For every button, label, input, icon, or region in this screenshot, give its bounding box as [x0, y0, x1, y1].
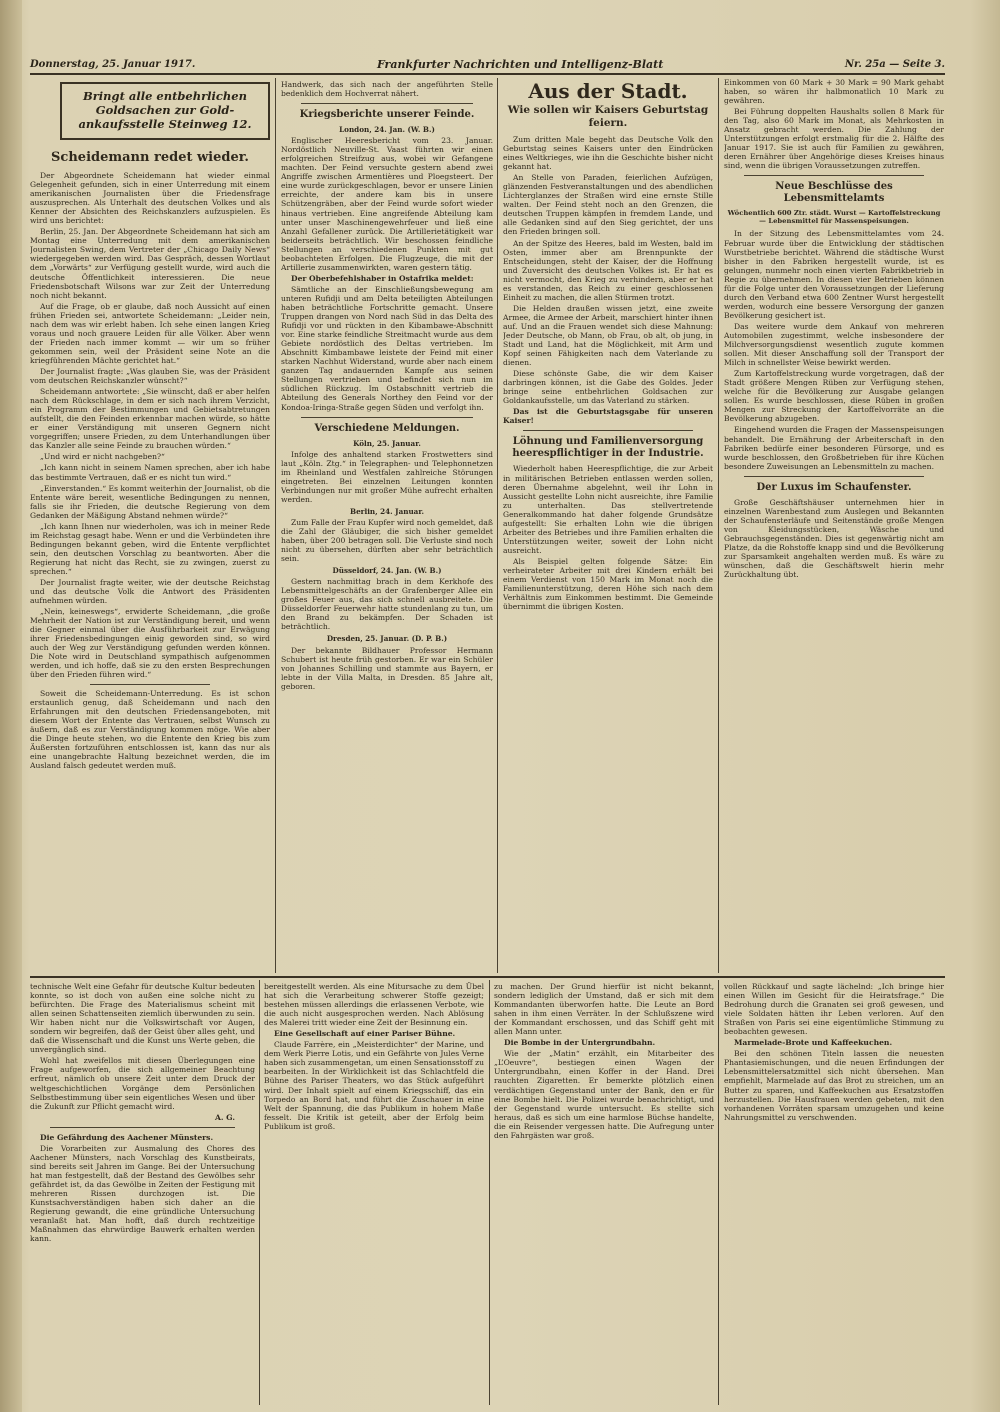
masthead-date: Donnerstag, 25. Januar 1917. [30, 58, 196, 70]
paragraph: Handwerk, das sich nach der angeführten Stelle bedenklich dem Hochverrat nähert. [281, 80, 493, 99]
paragraph: Scheidemann antwortete: „Sie wünscht, daß er aber helfen nach dem Rückschlage, in dem er sich nach ihrem Verzicht, ein Programm der Bestimmungen und Gebietsabtretungen aufstellt, die den Feinden erkennbar machen würde, so hätte er einer Verständigung mit unseren Gegnern nicht vorgegriffen; unsere Frieden, zu dem Unterhandlungen über das Kanzler alle seine Feinde zu brauchen würden.“ [30, 387, 270, 451]
paragraph: „Einverstanden.“ Es kommt weiterhin der Journalist, ob die Entente wäre bereit, wesentliche Bedingungen zu nennen, falls sie ihr Frieden, die deutsche Regierung von dem Gedanken der Mäßigung Abstand nehmen würde?“ [30, 483, 270, 520]
separator [744, 175, 924, 176]
masthead [30, 56, 945, 72]
column-3 [503, 78, 713, 972]
paragraph: Berlin, 25. Jan. Der Abgeordnete Scheidemann hat sich am Montag eine Unterredung mit dem amerikanischen Journalisten Swing, dem Vertreter der „Chicago Daily News“ wiedergegeben werden wird. Das Gespräch, dessen Wortlaut dem „Vorwärts“ zur Verfügung gestellt wurde, wird auch die deutsche Öffentlichkeit interessieren. Die neue Friedensbotschaft Wilsons war zur Zeit der Unterredung noch nicht bekannt. [30, 227, 270, 300]
paragraph: Auf die Frage, ob er glaube, daß noch Aussicht auf einen frühen Frieden sei, antwortete Scheidemann: „Leider nein, nach dem was wir erlebt haben. Ich sehe einen langen Krieg voraus und noch grauere Leiden für alle Völker. Aber wenn der Frieden nach immer kommt — wir um so früher gekommen sein, weil der Präsident seine Note an die kriegführenden Mächte gerichtet hat.“ [30, 301, 270, 365]
separator [301, 103, 473, 104]
paragraph [264, 1029, 484, 1038]
bottom-column-1 [30, 982, 255, 1402]
bottom-column-4 [724, 982, 944, 1402]
separator [50, 1127, 235, 1128]
paragraph: Die Vorarbeiten zur Ausmalung des Chores des Aachener Münsters, nach Vorschlag des Kunstbeirats, sind bereits seit Jahren im Gange. Bei der Untersuchung hat man festgestellt, daß der Bestand des Gewölbes sehr gefährdet ist, da das Gewölbe in Zeiten der Festigung mit mehreren Rissen durchzogen ist. Die Kunstsachverständigen haben sich daher an die Regierung gewandt, die eine gründliche Untersuchung veranlaßt hat. Man hofft, daß durch rechtzeitige Maßnahmen das ehrwürdige Bauwerk erhalten werden kann. [30, 1143, 255, 1244]
column-rule [489, 980, 490, 1405]
paragraph: Große Geschäftshäuser unternehmen hier in einzelnen Warenbestand zum Auslegen und Bekannten der Schaufensterläufe und Seitenstände große Mengen von Kleidungsstücken, Wäsche und Gebrauchsgegenständen. Dies ist gegenwärtig nicht am Platze, da die Rohstoffe knapp sind und die Bevölkerung zur Sparsamkeit angehalten werden muß. Es wäre zu wünschen, daß die Geschäftswelt hierin mehr Zurückhaltung übt. [724, 497, 944, 580]
paragraph: Als Beispiel gelten folgende Sätze: Ein verheirateter Arbeiter mit drei Kindern erhält bei einem Verdienst von 150 Mark im Monat noch die Familienunterstützung, deren Höhe sich nach dem Verhältnis zum Einkommen bestimmt. Die Gemeinde übernimmt die übrigen Kosten. [503, 556, 713, 612]
ad-line: Bringt alle entbehrlichen [83, 89, 247, 103]
paragraph: Das weitere wurde dem Ankauf von mehreren Automobilen zugestimmt, welche insbesondere der Milchversorgungsdienst wesentlich zugute kommen sollen. Mit dieser Anschaffung soll der Transport der Milch in schnellster Weise bewirkt werden. [724, 321, 944, 368]
masthead-page-number: Nr. 25a — Seite 3. [844, 58, 945, 70]
dateline: Köln, 25. Januar. [353, 438, 421, 448]
paragraph: Die Helden draußen wissen jetzt, eine zweite Armee, die Armee der Arbeit, marschiert hinter ihnen auf. Und an die Frauen wendet sich diese Mahnung: Jeder Deutsche, ob Mann, ob Frau, ob alt, ob jung, in Stadt und Land, hat die Möglichkeit, mit Arm und Kopf seinen Fähigkeiten nach dem Vaterlande zu dienen. [503, 303, 713, 368]
paragraph: Soweit die Scheidemann-Unterredung. Es ist schon erstaunlich genug, daß Scheidemann und nach den Erfahrungen mit den deutschen Friedensangeboten, mit diesem Wort der Entente das Vertrauen, selbst Wunsch zu äußern, daß es zur Verständigung kommen möge. Wie aber die Dinge heute stehen, wo die Entente den Krieg bis zum Äußersten fortzuführen entschlossen ist, kann das nur als eine unangebrachte Haltung bezeichnet werden, die im Ausland falsch gedeutet werden muß. [30, 688, 270, 770]
column-rule [718, 980, 719, 1405]
paragraph: Der Journalist fragte: „Was glauben Sie, was der Präsident vom deutschen Reichskanzler wünscht?“ [30, 366, 270, 386]
dateline: Berlin, 24. Januar. [350, 506, 424, 516]
paragraph: Der Abgeordnete Scheidemann hat wieder einmal Gelegenheit gefunden, sich in einer Unterredung mit einem amerikanischen Journalisten über die Friedensfrage auszusprechen. Als Unterhalt des deutschen Volkes und als Kenner der Absichten des Reichskanzlers aufzuspielen. Es wird uns berichtet: [30, 171, 270, 226]
paragraph: Bei Führung doppelten Haushalts sollen 8 Mark für den Tag, also 60 Mark im Monat, als Mehrkosten in Ansatz gebracht werden. Die Zahlung der Unterstützungen erfolgt erstmalig für die 2. Hälfte des Januar 1917. Sie ist auch für Familien zu gewähren, deren Ernährer über Angehörige dieses Kreises hinaus sind, wenn die übrigen Voraussetzungen zutreffen. [724, 107, 944, 171]
paragraph: technische Welt eine Gefahr für deutsche Kultur bedeuten konnte, so ist doch von außen eine solche nicht zu befürchten. Die Frage des Materialismus scheint mit allen seinen Schattenseiten ziemlich überwunden zu sein. Wir haben nicht nur die Volkswirtschaft vor Augen, sondern wir begreifen, daß der Geist über alles geht, und daß die Wissenschaft und die Kunst uns Werte geben, die unvergänglich sind. [30, 982, 255, 1055]
section-title-stadt: Aus der Stadt. [528, 79, 688, 103]
binding-gutter [0, 0, 22, 1412]
column-2 [281, 80, 493, 972]
column-rule [497, 78, 498, 973]
separator [301, 417, 473, 418]
column-4 [724, 78, 944, 972]
paragraph [494, 1038, 714, 1047]
ad-line: ankaufsstelle Steinweg 12. [78, 117, 252, 131]
paragraph: Eingehend wurden die Fragen der Massenspeisungen behandelt. Die Ernährung der Arbeiterschaft in den Fabriken bedürfe einer besonderen Fürsorge, und es wurde beschlossen, den Großbetrieben für ihre Küchen besondere Zuweisungen an Lebensmitteln zu machen. [724, 425, 944, 471]
paragraph: Bei den schönen Titeln lassen die neuesten Phantasiemischungen, und die neuen Erfindungen der Lebensmittelersatzmittel sich nicht übersehen. Man empfiehlt, Marmelade auf das Brot zu streichen, um an Butter zu sparen, und Kaffeekuchen aus Ersatzstoffen herzustellen. Die Hausfrauen werden gebeten, mit den vorhandenen Vorräten sparsam umzugehen und keine Nahrungsmittel zu verschwenden. [724, 1049, 944, 1122]
paragraph: Der bekannte Bildhauer Professor Hermann Schubert ist heute früh gestorben. Er war ein Schüler von Johannes Schilling und stammte aus Bayern, er lebte in der Villa Malta, in Dresden. 85 Jahre alt, geboren. [281, 645, 493, 691]
article-title-marmelade: Marmelade-Brote und Kaffeekuchen. [734, 1038, 893, 1048]
article-title-lebensmittelamt: Neue Beschlüsse des Lebensmittelamts [775, 181, 893, 205]
article-title-pariser-buehne: Eine Gesellschaft auf einer Pariser Bühne. [274, 1029, 456, 1039]
column-rule [275, 78, 276, 973]
dateline: Dresden, 25. Januar. (D. P. B.) [326, 634, 448, 644]
separator [523, 430, 693, 431]
paragraph: „Ich kann Ihnen nur wiederholen, was ich in meiner Rede im Reichstag gesagt habe. Wenn er und die Verbündeten ihre Bedingungen bekannt geben, wird die Entente verpflichtet sein, den deutschen Vorschlag zu beantworten. Aber die Regierung hat nicht das Recht, sie zu zwingen, zuerst zu sprechen.“ [30, 521, 270, 576]
paragraph: Diese schönste Gabe, die wir dem Kaiser darbringen können, ist die Gabe des Goldes. Jeder bringe seine entbehrlichen Goldsachen zur Goldankaufsstelle, um das Vaterland zu stärken. [503, 369, 713, 406]
masthead-paper-title: Frankfurter Nachrichten und Intelligenz-Blatt [376, 57, 664, 71]
paragraph: „Und wird er nicht nachgeben?“ [40, 452, 165, 462]
column-1 [30, 146, 270, 972]
paragraph [724, 1038, 944, 1047]
article-title-kaisers-geburtstag: Wie sollen wir Kaisers Geburtstag feiern. [507, 104, 709, 129]
paragraph: Gestern nachmittag brach in dem Kerkhofe des Lebensmittelgeschäfts an der Grafenberger Allee ein großes Feuer aus, das sich schnell ausbreitete. Die Düsseldorfer Feuerwehr hatte stundenlang zu tun, um den Brand zu bekämpfen. Der Schaden ist beträchtlich. [281, 577, 493, 632]
paragraph: An der Spitze des Heeres, bald im Westen, bald im Osten, immer aber am Brennpunkte der Entscheidungen, steht der Kaiser, der die Hoffnung und Zuversicht des deutschen Volkes ist. Er hat es nicht vermocht, den Krieg zu verhindern, aber er hat es verstanden, das Reich zu einer geschlossenen Einheit zu machen, die allen Stürmen trotzt. [503, 238, 713, 302]
paragraph: bereitgestellt werden. Als eine Mitursache zu dem Übel hat sich die Verarbeitung schwerer Stoffe gezeigt; bestehen müssen allerdings die erlassenen Verbote, wie die auch nicht ausgesprochen werden. Nach Ablösung des Malerei tritt wieder eine Zeit der Besinnung ein. [264, 982, 484, 1028]
paragraph: Der Oberbefehlshaber in Ostafrika meldet: [291, 273, 474, 283]
dateline: Düsseldorf, 24. Jan. (W. B.) [332, 566, 442, 576]
ad-line: Goldsachen zur Gold- [95, 103, 235, 117]
paragraph: Zum Falle der Frau Kupfer wird noch gemeldet, daß die Zahl der Gläubiger, die sich bisher gemeldet haben, über 200 betragen soll. Die Verluste sind noch nicht zu übersehen, dürften aber sehr beträchtlich sein. [281, 517, 493, 564]
bottom-column-3 [494, 982, 714, 1402]
paragraph [30, 1133, 255, 1142]
column-rule [259, 980, 260, 1405]
paragraph: Der Journalist fragte weiter, wie der deutsche Reichstag und das deutsche Volk die Antwort des Präsidenten aufnehmen würden. [30, 578, 270, 606]
bottom-column-2 [264, 982, 484, 1402]
paragraph: Infolge des anhaltend starken Frostwetters sind laut „Köln. Ztg.“ in Telegraphen- und Telephonnetzen im Rheinland und Westfalen zahlreiche Störungen eingetreten. Bei einzelnen Leitungen konnten Verbindungen nur mit großer Mühe aufrecht erhalten werden. [281, 449, 493, 504]
dateline: London, 24. Jan. (W. B.) [339, 125, 435, 135]
paragraph: Wiederholt haben Heerespflichtige, die zur Arbeit in militärischen Betrieben entlassen werden sollen, deren Übernahme abgelehnt, weil ihr Lohn in Aussicht gestellte Lohn nicht ausreichte, ihre Familie zu unterhalten. Das stellvertretende Generalkommando hat daher folgende Grundsätze aufgestellt: Sie erhalten Lohn wie die übrigen Arbeiter des Betriebes und ihre Familien erhalten die Unterstützungen weiter, soweit der Lohn nicht ausreicht. [503, 464, 713, 555]
paragraph: „Nein, keineswegs“, erwiderte Scheidemann, „die große Mehrheit der Nation ist zur Verständigung bereit, und wenn die Gegner einmal über die Ausführbarkeit zur Erwägung ihrer Friedensbedingungen einig geworden sind, so wird auch der Weg zur Verständigung gefunden werden können. Die Note wird in Deutschland sympathisch aufgenommen werden, und ich hoffe, daß sie zu den ersten Besprechungen über den Frieden führen wird.“ [30, 607, 270, 680]
article-title-luxus: Der Luxus im Schaufenster. [756, 481, 912, 493]
article-title-bombe: Die Bombe in der Untergrundbahn. [504, 1038, 656, 1048]
paragraph: vollen Rückkauf und sagte lächelnd: „Ich bringe hier einen Willen im Gesicht für die Heiratsfrage.“ Die Bedrohung durch die Granaten sei groß gewesen, und viele Soldaten hätten ihr Leben verloren. Auf den Straßen von Paris sei eine eigentümliche Stimmung zu beobachten gewesen. [724, 982, 944, 1037]
section-divider [30, 976, 945, 978]
separator [90, 684, 210, 685]
paragraph: In der Sitzung des Lebensmittelamtes vom 24. Februar wurde über die Entwicklung der städtischen Wurstbetriebe berichtet. Während die städtische Wurst bisher in den Fabriken hergestellt wurde, ist es gelungen, nunmehr noch einen vierten Fabrikbetrieb in Regie zu übernehmen. In diesen vier Betrieben können für die Folge unter den Voraussetzungen der Lieferung durch den Verband etwa 600 Zentner Wurst hergestellt werden, wodurch eine bessere Versorgung der ganzen Bevölkerung gesichert ist. [724, 229, 944, 320]
paragraph: Englischer Heeresbericht vom 23. Januar. Nordöstlich Neuville-St. Vaast führten wir einen erfolgreichen Streifzug aus, wobei wir Gefangene machten. Der Feind versuchte gestern abend zwei Angriffe zwischen Armentières und Ploegsteert. Der eine wurde zurückgeschlagen, bevor er unsere Linien erreichte, der andere kam bis in unsere Schützengräben, aber der Feind wurde sofort wieder hinaus vertrieben. Eine angreifende Abteilung kam unter unser Maschinengewehrfeuer und ließ eine Anzahl Gefallener zurück. Die Artillerietätigkeit war beiderseits beträchtlich. Wir beschossen feindliche Stellungen an verschiedenen Punkten mit gut beobachteten Erfolgen. Die Flugzeuge, die mit der Artillerie zusammenwirkten, waren gestern tätig. [281, 136, 493, 272]
separator [744, 476, 924, 477]
article-title-scheidemann: Scheidemann redet wieder. [51, 150, 249, 165]
paragraph: Sämtliche an der Einschließungsbewegung am unteren Rufidji und am Delta beteiligten Abteilungen haben beträchtliche Fortschritte gemacht. Unsere Truppen drangen von Nord nach Süd in das Delta des Rufidji vor und rückten in den Kibambawe-Abschnitt vor. Eine starke feindliche Streitmacht wurde aus dem Gebiete nordöstlich des Deltas vertrieben. Im Abschnitt Kimbambawe leistete der Feind mit einer starken Nachhut Widerstand, wurde aber nach einem ganzen Tag andauernden Kampfe aus seinen Stellungen vertrieben und befindet sich nun im südlichen Rückzug. Im Ostabschnitt vertrieb die Abteilung des Generals Northey den Feind vor der Kondoa-Iringa-Straße gegen Süden und verfolgt ihn. [281, 284, 493, 412]
paragraph: zu machen. Der Grund hierfür ist nicht bekannt, sondern lediglich der Umstand, daß er sich mit dem Kommandanten überworfen hatte. Die Leute an Bord sahen in ihm einen Verräter. In der Schlußszene wird der Kommandant erschossen, und das Schiff geht mit allen Mann unter. [494, 982, 714, 1037]
article-subtitle: Wöchentlich 600 Ztr. städt. Wurst — Kartoffelstreckung — Lebensmittel für Massenspeisungen. [727, 209, 941, 226]
gold-ad-box [60, 82, 270, 140]
paragraph: Wie der „Matin“ erzählt, ein Mitarbeiter des „L’Oeuvre“, bestiegen einen Wagen der Untergrundbahn, einen Koffer in der Hand. Drei rauchten Zigaretten. Er bemerkte plötzlich einen verdächtigen Gegenstand unter der Bank, den er für eine Bombe hielt. Die Polizei wurde benachrichtigt, und der Gegenstand wurde untersucht. Es stellte sich heraus, daß es sich um eine harmlose Büchse handelte, die ein Reisender vergessen hatte. Die Aufregung unter den Fahrgästen war groß. [494, 1049, 714, 1140]
column-rule [718, 78, 719, 973]
paragraph: Einkommen von 60 Mark + 30 Mark = 90 Mark gehabt haben, so wären ihr halbmonatlich 10 Mark zu gewähren. [724, 78, 944, 106]
paragraph: Zum dritten Male begeht das Deutsche Volk den Geburtstag seines Kaisers unter den Eindrücken eines Weltkrieges, wie ihn die Geschichte bisher nicht gekannt hat. [503, 135, 713, 172]
paragraph: Wohl hat zweifellos mit diesen Überlegungen eine Frage aufgeworfen, die sich allgemeiner Beachtung erfreut, nämlich ob unsere Zeit unter dem Druck der weltgeschichtlichen Vorgänge dem Persönlichen Selbstbestimmung über sein eigentliches Wesen und über die Zukunft zur Pflicht gemacht wird. [30, 1056, 255, 1111]
article-title-aachen: Die Gefährdung des Aachener Münsters. [40, 1132, 214, 1142]
article-title-kriegsberichte: Kriegsberichte unserer Feinde. [299, 109, 475, 121]
paragraph: Zum Kartoffelstreckung wurde vorgetragen, daß der Stadt größere Mengen Rüben zur Verfügung stehen, welche für die Bevölkerung zur Ausgabe gelangen sollen. Es wurde beschlossen, diese Rüben in großen Mengen zur Streckung der Kartoffelvorräte an die Bevölkerung abzugeben. [724, 369, 944, 424]
article-title-meldungen: Verschiedene Meldungen. [314, 422, 460, 434]
article-title-loehnung: Löhnung und Familienversorgung heerespflichtiger in der Industrie. [512, 436, 704, 460]
paragraph: „Ich kann nicht in seinem Namen sprechen, aber ich habe das bestimmte Vertrauen, daß er es nicht tun wird.“ [30, 463, 270, 482]
paragraph: Claude Farrère, ein „Meisterdichter“ der Marine, und dem Werk Pierre Lotis, und ein Gefährte von Jules Verne haben sich zusammengetan, um einen Sensationsstoff zu bearbeiten. In der Wirklichkeit ist das Schlachtfeld die Bühne des Pariser Theaters, wo das Stück aufgeführt wird. Der Inhalt spielt auf einem Kriegsschiff, das ein Torpedo an Bord hat, und führt die Zuschauer in eine Welt der Spannung, die das Publikum in hohem Maße fesselt. Die Kritik ist geteilt, aber der Erfolg beim Publikum ist groß. [264, 1040, 484, 1131]
signature: A. G. [214, 1112, 235, 1122]
masthead-rule [30, 73, 945, 75]
paragraph: Das ist die Geburtstagsgabe für unseren Kaiser! [503, 407, 713, 426]
paragraph: An Stelle von Paraden, feierlichen Aufzügen, glänzenden Festveranstaltungen und des abendlichen Lichterglanzes der Straßen wird eine ernste Stille walten. Der Feind steht noch an den Grenzen, die deutschen Truppen kämpfen in fremdem Lande, und alle Gedanken sind auf den Sieg gerichtet, der uns den Frieden bringen soll. [503, 173, 713, 237]
